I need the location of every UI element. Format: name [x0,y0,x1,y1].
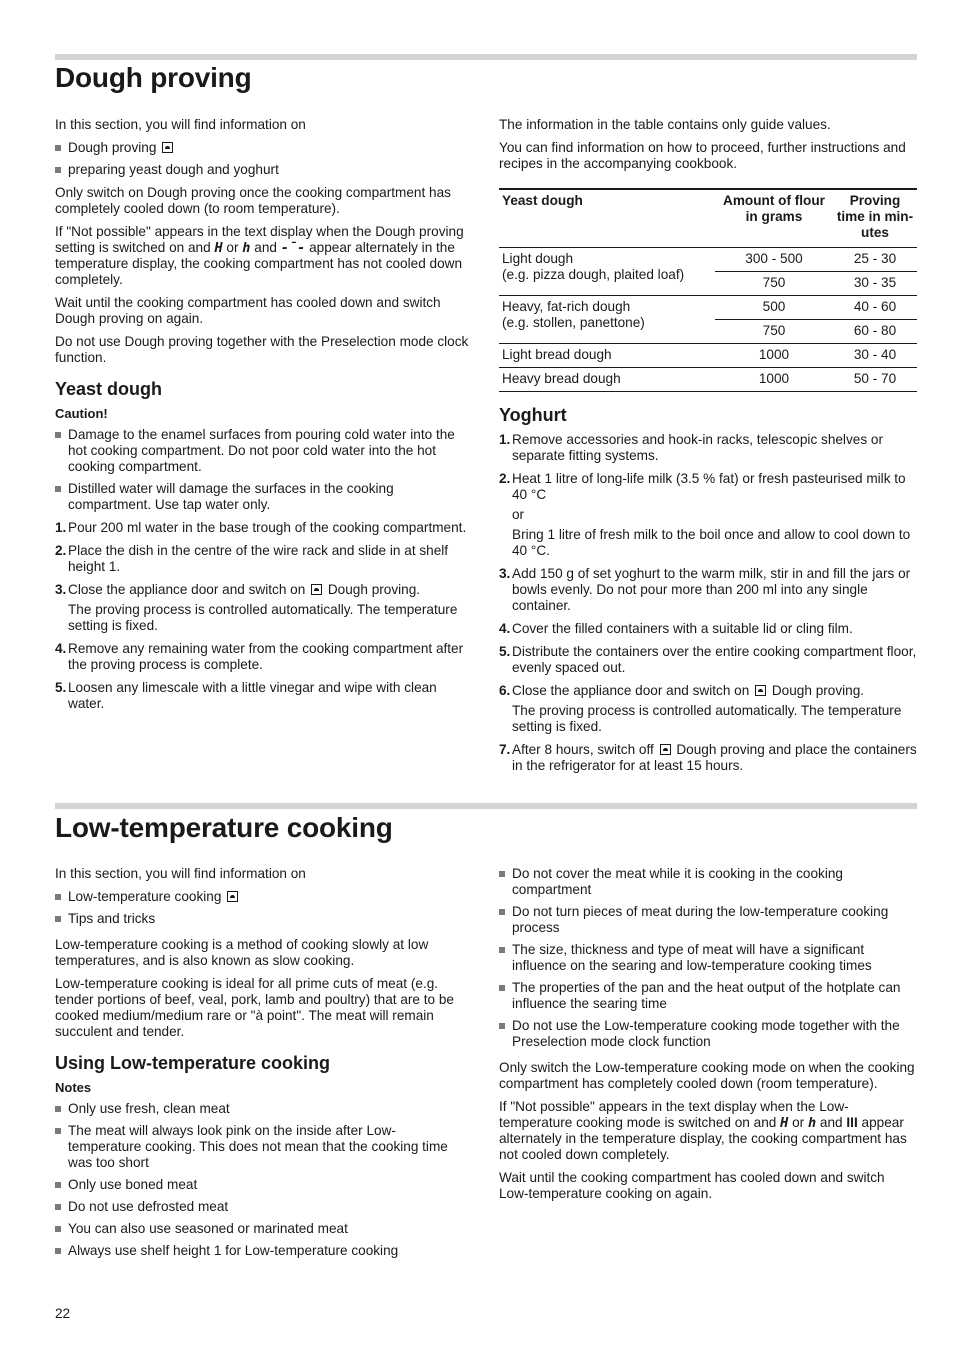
list-item: 1. Pour 200 ml water in the base trough of the cooking compartment. [55,520,467,535]
list-item: 6. Close the appliance door and switch on Dough proving. The proving process is controlled automatically. The temperature setting is fixed. [499,683,902,734]
yoghurt-heading: Yoghurt [499,405,567,425]
list-item: Tips and tricks [55,911,469,927]
dough-para2: If "Not possible" appears in the text display when the Dough proving setting is switched on and H or h and -̄- appear alternately in the temperature display, the cooking compartment has not cooled down completely. [55,224,464,287]
list-item: Distilled water will damage the surfaces in the cooking compartment. Use tap water only. [55,481,469,513]
yeast-dough-table [499,188,917,392]
list-item: You can also use seasoned or marinated meat [55,1221,469,1237]
lowtemp-para1: Low-temperature cooking is a method of cooking slowly at low temperatures, and is also known as slow cooking. [55,937,429,968]
table-header: Yeast dough [499,189,715,248]
lowtemp-right-p1: Only switch the Low-temperature cooking mode on when the cooking compartment has completely cooled down (room temperature). [499,1060,915,1091]
section-rule-lowtemp [55,803,917,809]
using-lowtemp-heading: Using Low-temperature cooking [55,1053,331,1073]
dough-topics [55,140,469,178]
list-item: 1. Remove accessories and hook-in racks, telescopic shelves or separate fitting systems. [499,432,883,463]
list-item: Only use boned meat [55,1177,469,1193]
dough-proving-icon [755,685,766,696]
list-item: The meat will always look pink on the inside after Low-temperature cooking. This does not mean that the cooking time was too short [55,1123,469,1171]
list-item: Do not cover the meat while it is cooking in the cooking compartment [499,866,917,898]
list-item: Always use shelf height 1 for Low-temperature cooking [55,1243,469,1259]
table-row: Light bread dough 1000 30 - 40 [499,344,917,368]
dough-left-column [55,117,469,719]
notes-label: Notes [55,1080,92,1095]
lowtemp-right-p3: Wait until the cooking compartment has cooled down and switch Low-temperature cooking on again. [499,1170,885,1201]
dough-right-p2: You can find information on how to proceed, further instructions and recipes in the accompanying cookbook. [499,140,906,171]
page-number: 22 [55,1306,71,1321]
list-item: 2. Heat 1 litre of long-life milk (3.5 % fat) or fresh pasteurised milk to 40 °C or Bring 1 litre of fresh milk to the boil once and allow to cool down to 40 °C. [499,471,911,558]
low-temperature-icon [227,891,238,902]
lowtemp-right-column [499,866,917,1209]
display-h-icon: h [242,240,251,256]
display-H-icon: H [214,240,223,256]
dough-right-column [499,117,917,781]
list-item: Do not turn pieces of meat during the low-temperature cooking process [499,904,917,936]
display-h-icon: h [807,1115,817,1131]
lowtemp-topics [55,889,469,927]
dough-para1: Only switch on Dough proving once the cooking compartment has completely cooled down (to room temperature). [55,185,451,216]
notes-list [55,1101,469,1259]
dough-right-p1: The information in the table contains only guide values. [499,117,831,132]
list-item: Do not use the Low-temperature cooking mode together with the Preselection mode clock function [499,1018,917,1050]
list-item: 3. Add 150 g of set yoghurt to the warm milk, stir in and fill the jars or bowls evenly. Do not pour more than 200 ml into any single container. [499,566,911,613]
dough-para3: Wait until the cooking compartment has cooled down and switch Dough proving on again. [55,295,441,326]
section-title-dough: Dough proving [55,62,252,93]
dough-proving-icon [660,744,671,755]
caution-label: Caution! [55,406,108,421]
section-title-lowtemp: Low-temperature cooking [55,812,393,843]
lowtemp-para2: Low-temperature cooking is ideal for all prime cuts of meat (e.g. tender portions of beef, veal, pork, lamb and poultry) that are to be cooked medium/medium rare or "à point". The meat will remain succulent and tender. [55,976,454,1039]
list-item: Do not use defrosted meat [55,1199,469,1215]
section-rule-dough [55,54,917,60]
list-item: 4. Cover the filled containers with a suitable lid or cling film. [499,621,853,636]
list-item: 5. Distribute the containers over the entire cooking compartment floor, evenly spaced out. [499,644,917,675]
list-item: 3. Close the appliance door and switch on Dough proving. The proving process is controlled automatically. The temperature setting is fixed. [55,582,458,633]
lowtemp-intro: In this section, you will find information on [55,866,306,881]
list-item: 4. Remove any remaining water from the cooking compartment after the proving process is complete. [55,641,464,672]
dough-proving-icon [311,584,322,595]
dough-intro: In this section, you will find information on [55,117,306,132]
display-dash-icon: -̄- [280,240,306,256]
list-item: The size, thickness and type of meat will have a significant influence on the searing and low-temperature cooking times [499,942,917,974]
list-item: 5. Loosen any limescale with a little vinegar and wipe with clean water. [55,680,437,711]
table-header: Proving time in min-utes [833,189,917,248]
list-item: Dough proving [55,140,469,156]
table-row: Light dough (e.g. pizza dough, plaited loaf) 300 - 500 25 - 30 [499,248,917,272]
yeast-dough-heading: Yeast dough [55,379,163,399]
yoghurt-steps [499,432,917,774]
table-row: Heavy bread dough 1000 50 - 70 [499,368,917,392]
list-item: Only use fresh, clean meat [55,1101,469,1117]
list-item: Low-temperature cooking [55,889,469,905]
display-H-icon: H [780,1115,789,1131]
lowtemp-left-column [55,866,469,1266]
list-item: The properties of the pan and the heat output of the hotplate can influence the searing time [499,980,917,1012]
list-item: preparing yeast dough and yoghurt [55,162,469,178]
caution-list [55,427,469,513]
notes-list-continued [499,866,917,1050]
lowtemp-right-p2: If "Not possible" appears in the text display when the Low-temperature cooking mode is switched on and H or h and III appear alternately in the temperature display, the cooking compartment has not cooled down completely. [499,1099,907,1162]
table-header: Amount of flour in grams [715,189,833,248]
yeast-steps [55,520,469,712]
table-row: 750 30 - 35 [499,272,917,296]
table-row: 750 60 - 80 [499,320,917,344]
dough-proving-icon [162,142,173,153]
display-bars-icon: III [846,1115,858,1130]
table-row: Heavy, fat-rich dough (e.g. stollen, panettone) 500 40 - 60 [499,296,917,320]
list-item: Damage to the enamel surfaces from pouring cold water into the hot cooking compartment. Do not poor cold water into the hot cooking compartment. [55,427,469,475]
dough-para4: Do not use Dough proving together with the Preselection mode clock function. [55,334,469,365]
list-item: 7. After 8 hours, switch off Dough proving and place the containers in the refrigerator for at least 15 hours. [499,742,917,773]
list-item: 2. Place the dish in the centre of the wire rack and slide in at shelf height 1. [55,543,449,574]
